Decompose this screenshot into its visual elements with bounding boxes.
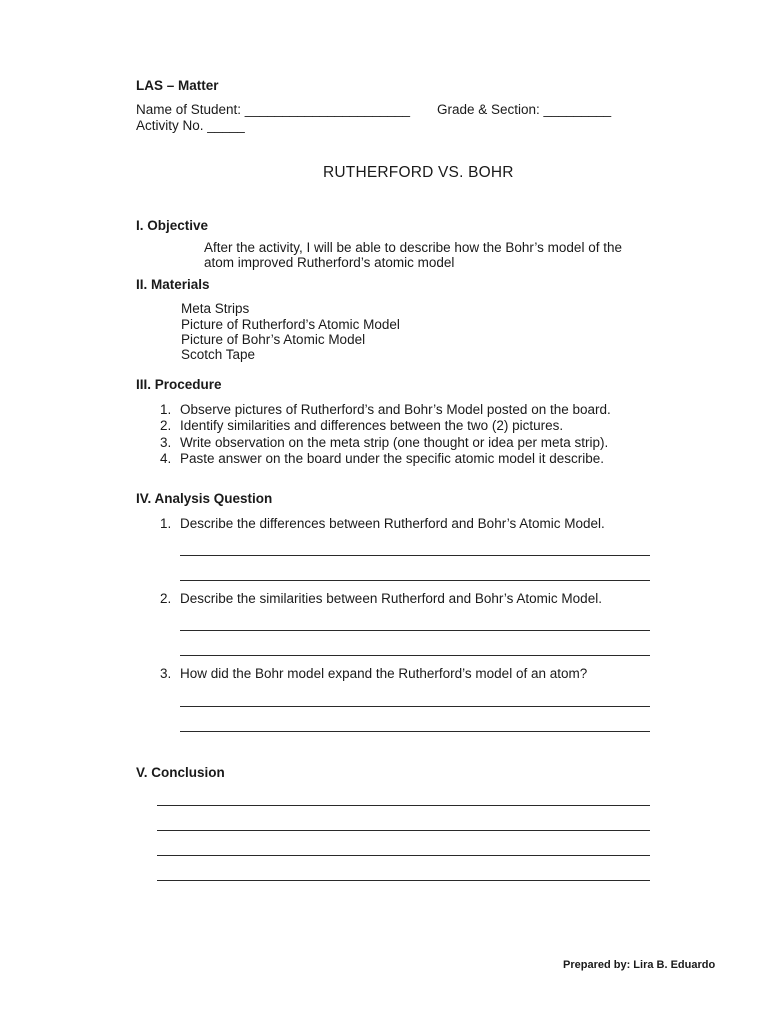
procedure-heading: III. Procedure: [136, 377, 222, 392]
conclusion-line[interactable]: [157, 855, 650, 856]
objective-line: atom improved Rutherford’s atomic model: [204, 255, 455, 270]
answer-line[interactable]: [180, 706, 650, 707]
conclusion-line[interactable]: [157, 880, 650, 881]
answer-line[interactable]: [180, 731, 650, 732]
objective-heading: I. Objective: [136, 218, 209, 233]
conclusion-line[interactable]: [157, 830, 650, 831]
prepared-by: Prepared by: Lira B. Eduardo: [563, 959, 716, 971]
analysis-question: 3. How did the Bohr model expand the Rutherford’s model of an atom?: [160, 666, 588, 681]
las-title: LAS – Matter: [136, 78, 219, 93]
analysis-question: 1. Describe the differences between Rutherford and Bohr’s Atomic Model.: [160, 516, 605, 531]
material-item: Picture of Bohr’s Atomic Model: [181, 332, 366, 347]
procedure-step: 2. Identify similarities and differences between the two (2) pictures.: [160, 418, 564, 433]
procedure-step: 1. Observe pictures of Rutherford’s and Bohr’s Model posted on the board.: [160, 402, 611, 417]
analysis-heading: IV. Analysis Question: [136, 491, 273, 506]
material-item: Meta Strips: [181, 301, 250, 316]
answer-line[interactable]: [180, 580, 650, 581]
answer-line[interactable]: [180, 655, 650, 656]
procedure-step: 3. Write observation on the meta strip (one thought or idea per meta strip).: [160, 435, 609, 450]
grade-section-field[interactable]: Grade & Section: _________: [437, 102, 612, 117]
material-item: Picture of Rutherford’s Atomic Model: [181, 317, 400, 332]
answer-line[interactable]: [180, 630, 650, 631]
page-title: RUTHERFORD VS. BOHR: [323, 164, 514, 181]
materials-heading: II. Materials: [136, 277, 210, 292]
procedure-step: 4. Paste answer on the board under the specific atomic model it describe.: [160, 451, 604, 466]
conclusion-line[interactable]: [157, 805, 650, 806]
conclusion-heading: V. Conclusion: [136, 765, 225, 780]
answer-line[interactable]: [180, 555, 650, 556]
student-name-field[interactable]: Name of Student: ______________________: [136, 102, 410, 117]
analysis-question: 2. Describe the similarities between Rutherford and Bohr’s Atomic Model.: [160, 591, 602, 606]
material-item: Scotch Tape: [181, 347, 256, 362]
objective-line: After the activity, I will be able to describe how the Bohr’s model of the: [204, 240, 622, 255]
activity-number-field[interactable]: Activity No. _____: [136, 118, 245, 133]
